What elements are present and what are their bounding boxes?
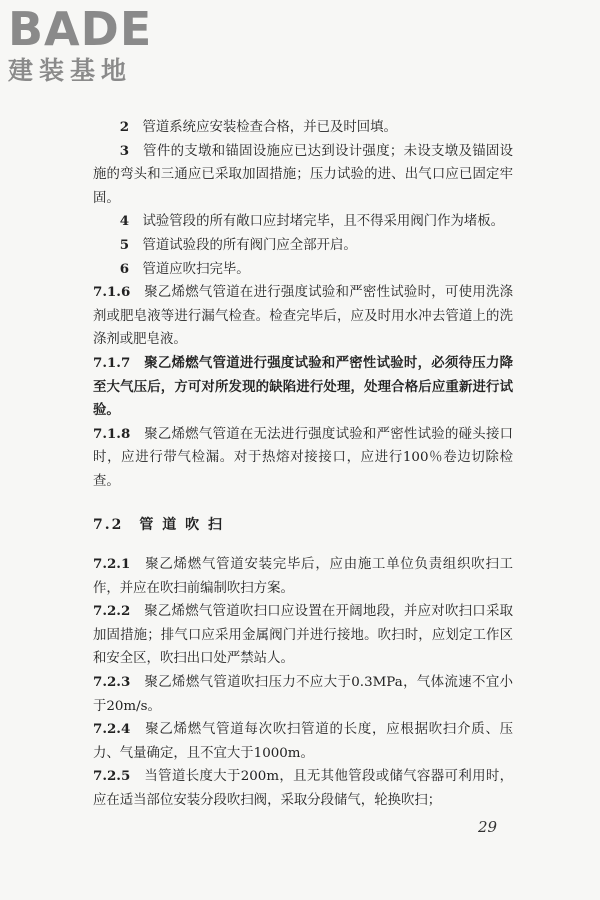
clause (93, 423, 513, 494)
list-item (93, 116, 513, 140)
item-text: 管件的支墩和锚固设施应已达到设计强度；未设支墩及锚固设施的弯头和三通应已采取加固措施；压力试验的进、出气口应已固定牢固。 (93, 143, 514, 206)
section-title: 7.2 管 道 吹 扫 (93, 516, 224, 533)
clause-text: 当管道长度大于200m，且无其他管段或储气容器可利用时，应在适当部位安装分段吹扫阀，采取分段储气，轮换吹扫； (93, 769, 513, 809)
clause-text: 聚乙烯燃气管道每次吹扫管道的长度，应根据吹扫介质、压力、气量确定，且不宜大于1000m。 (93, 722, 514, 761)
item-text: 管道系统应安装检查合格，并已及时回填。 (142, 120, 397, 135)
item-number: 4 (119, 213, 130, 230)
logo-brand: BADE (8, 2, 153, 56)
clause-number: 7.2.3 (93, 674, 131, 691)
list-item (93, 140, 513, 211)
item-text: 管道试验段的所有阀门应全部开启。 (142, 237, 357, 253)
page-body (93, 116, 513, 813)
item-number: 2 (119, 119, 130, 135)
site-logo (8, 4, 152, 86)
logo-subtitle: 建装基地 (8, 56, 133, 85)
list-item (93, 210, 513, 234)
clause (93, 765, 513, 812)
clause-number: 7.1.6 (93, 284, 131, 301)
clause-text: 聚乙烯燃气管道吹扫口应设置在开阔地段，并应对吹扫口采取加固措施；排气口应采用金属阀门并进行接地。吹扫时，应划定工作区和安全区，吹扫出口处严禁站人。 (93, 604, 514, 667)
clause-text: 聚乙烯燃气管道在进行强度试验和严密性试验时，可使用洗涤剂或肥皂液等进行漏气检查。检查完毕后，应及时用水冲去管道上的洗涤剂或肥皂液。 (93, 285, 514, 348)
clause-text: 聚乙烯燃气管道安装完毕后，应由施工单位负责组织吹扫工作，并应在吹扫前编制吹扫方案。 (93, 557, 514, 596)
clause-number: 7.1.8 (93, 425, 131, 442)
clause (93, 671, 513, 718)
clause-text: 聚乙烯燃气管道吹扫压力不应大于0.3MPa，气体流速不宜小于20m/s。 (93, 675, 513, 714)
clause-text: 聚乙烯燃气管道进行强度试验和严密性试验时，必须待压力降至大气压后，方可对所发现的缺陷进行处理，处理合格后应重新进行试验。 (93, 354, 514, 419)
item-text: 管道应吹扫完毕。 (142, 261, 250, 277)
item-text: 试验管段的所有敞口应封堵完毕，且不得采用阀门作为堵板。 (142, 214, 505, 230)
page-number: 29 (478, 818, 498, 836)
item-number: 6 (119, 260, 130, 277)
list-item (93, 234, 513, 258)
clause (93, 600, 513, 671)
clause (93, 281, 513, 352)
item-number: 5 (119, 236, 130, 253)
clause (93, 553, 513, 600)
list-item (93, 258, 513, 282)
clause-text: 聚乙烯燃气管道在无法进行强度试验和严密性试验的碰头接口时，应进行带气检漏。对于热熔对接接口，应进行100％卷边切除检查。 (93, 426, 514, 489)
clause-number: 7.2.1 (93, 556, 131, 573)
clause-number: 7.2.4 (93, 721, 131, 738)
clause (93, 352, 513, 423)
clause-number: 7.2.5 (93, 768, 131, 785)
clause-number: 7.1.7 (93, 354, 131, 371)
clause-number: 7.2.2 (93, 603, 131, 620)
item-number: 3 (119, 142, 130, 159)
clause (93, 718, 513, 765)
